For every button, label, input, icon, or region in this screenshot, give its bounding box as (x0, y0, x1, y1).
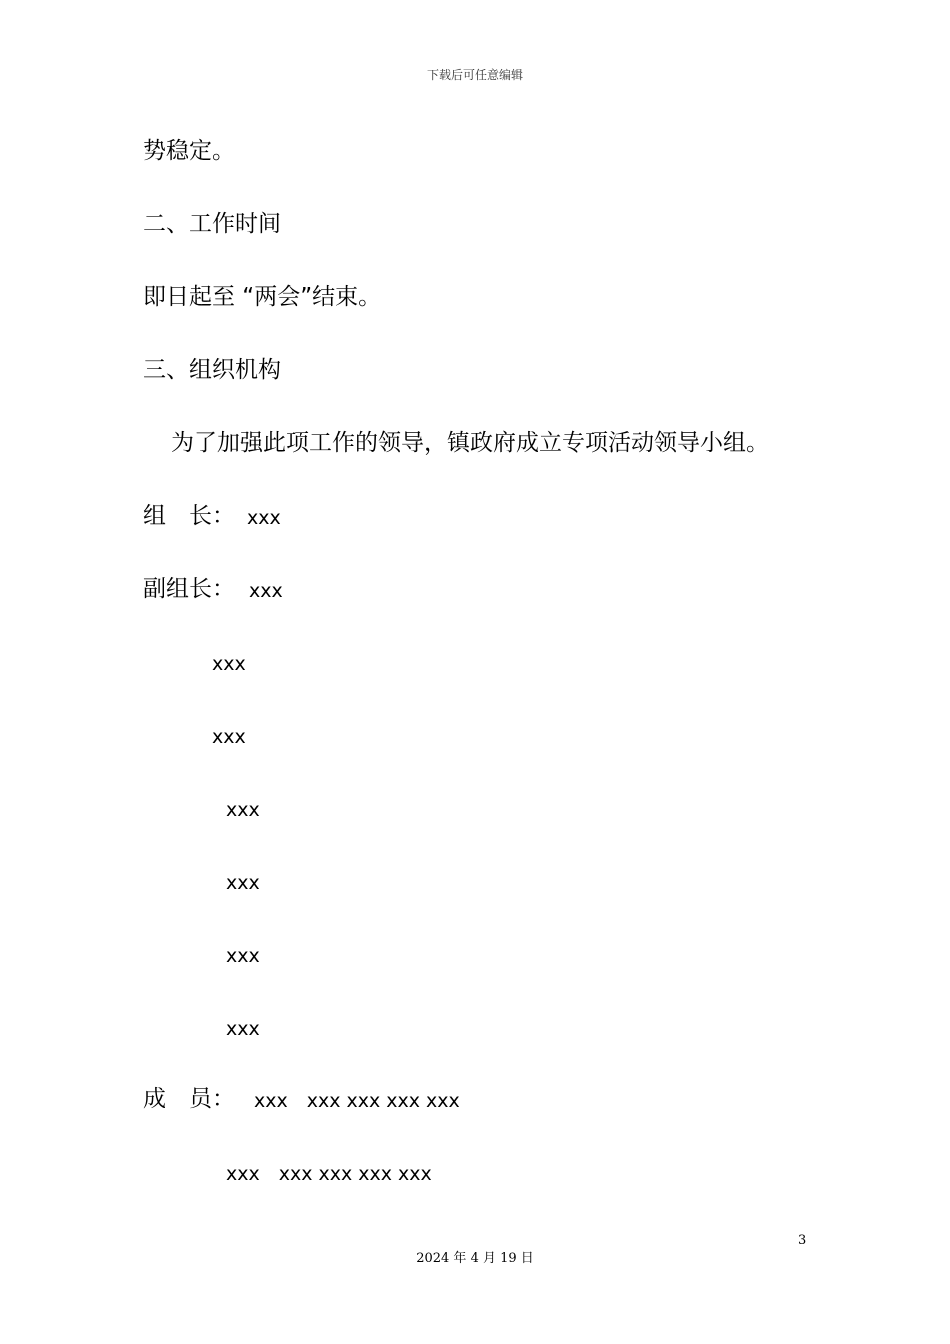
deputy-name: xxx (226, 872, 260, 894)
work-time-text: 即日起至 “两会”结束。 (143, 284, 382, 310)
deputy-label: 副组长： (143, 576, 235, 602)
deputy-name: xxx (212, 726, 246, 748)
section-heading-work-time: 二、工作时间 (143, 211, 281, 237)
leader-name: xxx (247, 507, 281, 529)
members-row: xxx xxx xxx xxx xxx (226, 1163, 432, 1185)
members-row: xxx xxx xxx xxx xxx (254, 1090, 460, 1112)
paragraph-continuation: 势稳定。 (143, 138, 235, 164)
page-header: 下载后可任意编辑 (426, 68, 523, 82)
deputy-name: xxx (226, 1018, 260, 1040)
organization-intro: 为了加强此项工作的领导，镇政府成立专项活动领导小组。 (171, 430, 769, 456)
deputy-name: xxx (226, 945, 260, 967)
footer-date: 2024 年 4 月 19 日 (416, 1251, 534, 1266)
deputy-name: xxx (226, 799, 260, 821)
deputy-name: xxx (249, 580, 283, 602)
section-heading-organization: 三、组织机构 (143, 357, 281, 383)
members-label: 成 员： (143, 1086, 235, 1112)
leader-label: 组 长： (143, 503, 235, 529)
deputy-name: xxx (212, 653, 246, 675)
page-number: 3 (798, 1233, 807, 1248)
